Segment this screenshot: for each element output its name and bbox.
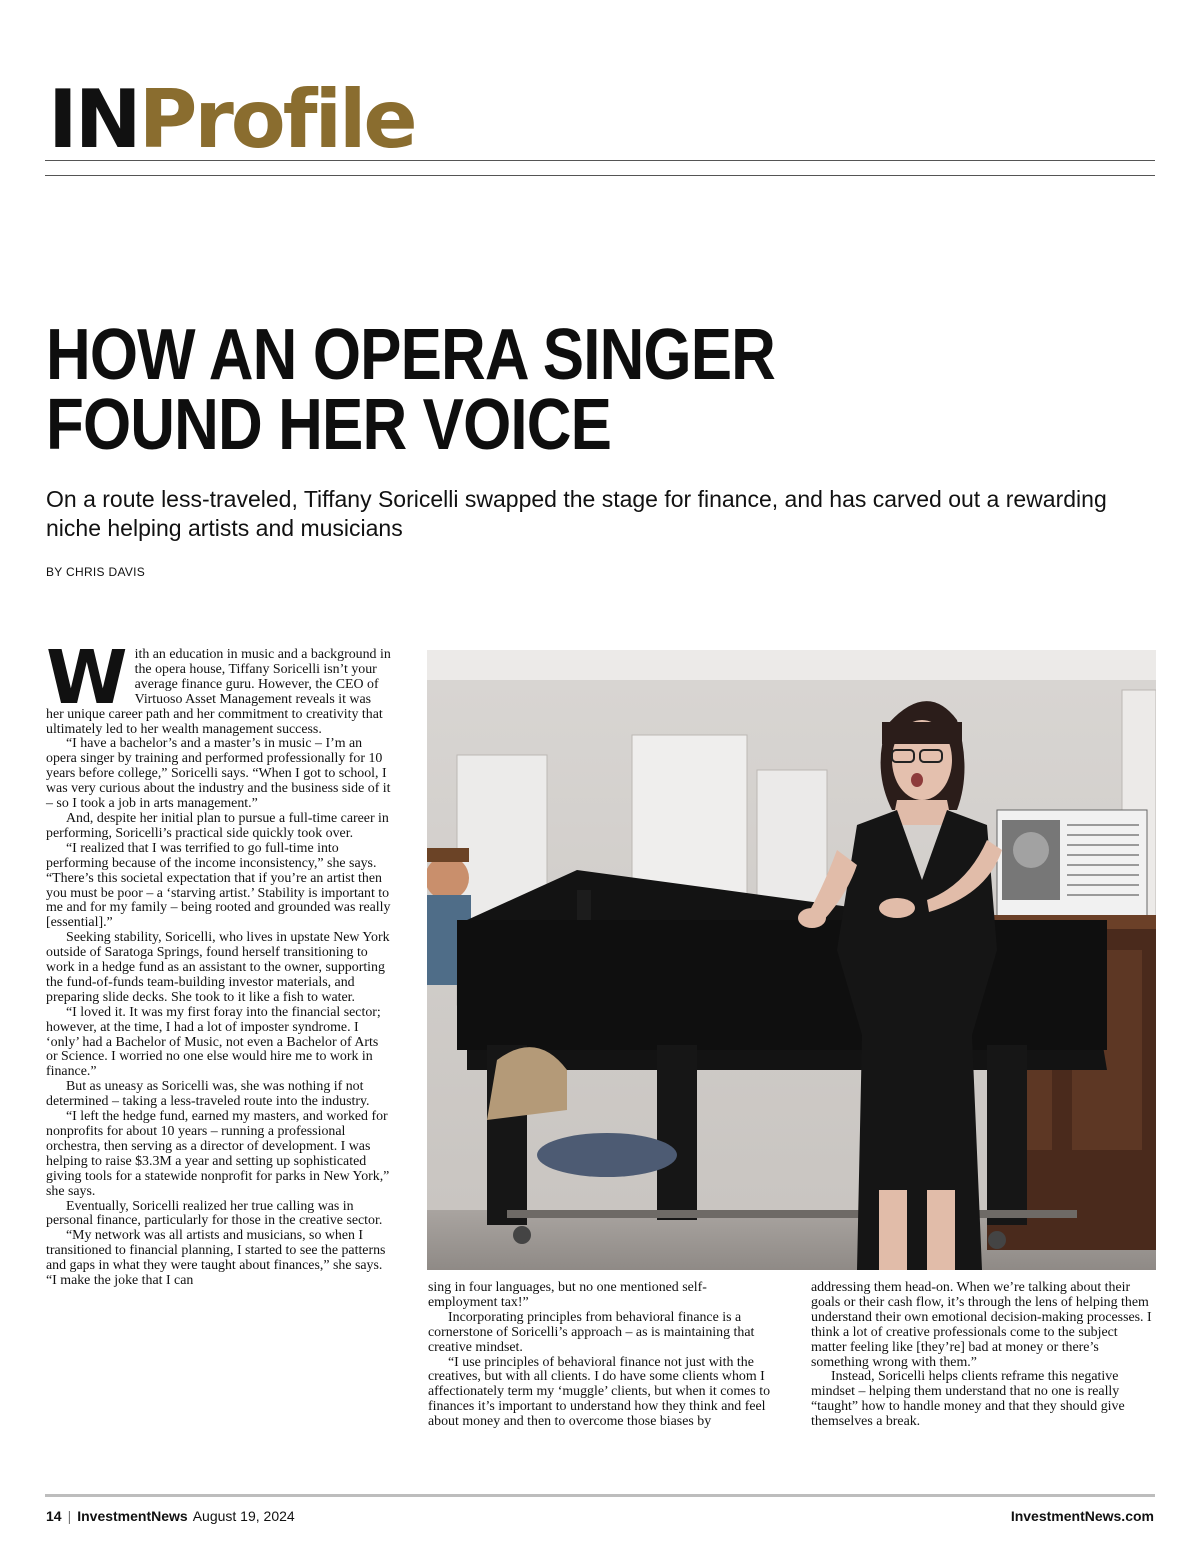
page-number: 14 (46, 1508, 62, 1524)
header-rule-top (45, 160, 1155, 161)
footer-separator: | (67, 1508, 72, 1524)
first-paragraph-text: ith an education in music and a background in the opera house, Tiffany Soricelli isn’t your average finance guru. However, the CEO of Virtuoso Asset Management reveals it was her unique career path and her commitment to creativity that ultimately led to her wealth management success. (46, 647, 391, 737)
paragraph: Seeking stability, Soricelli, who lives in upstate New York outside of Saratoga Springs, found herself transitioning to work in a hedge fund as an assistant to the owner, supporting the fund-of-funds team-building investor materials, and preparing slide decks. She took to it like a fish to water. (46, 930, 390, 1005)
paragraph: addressing them head-on. When we’re talking about their goals or their cash flow, it’s through the lens of helping them understand their own emotional decision-making processes. I think a lot of creative professionals come to the subject matter feeling like [they’re] bad at money or there’s something wrong with them.” (811, 1280, 1152, 1370)
article-column-3 (811, 1281, 1156, 1430)
paragraph: “I realized that I was terrified to go full-time into performing because of the income inconsistency,” she says. “There’s this societal expectation that if you’re an artist then you must be poor – a ‘starving artist.’ Stability is important to me and for my family – being rooted and grounded was really [essential].” (46, 840, 391, 931)
article-headline: HOW AN OPERA SINGER FOUND HER VOICE (46, 315, 776, 465)
paragraph: Incorporating principles from behavioral finance is a cornerstone of Soricelli’s approach – as is maintaining that creative mindset. (428, 1309, 755, 1355)
article-photo (427, 650, 1156, 1270)
paragraph: sing in four languages, but no one mentioned self-employment tax!” (428, 1280, 707, 1310)
article-column-2 (428, 1281, 773, 1430)
paragraph: “I left the hedge fund, earned my masters, and worked for nonprofits for about 10 years – running a professional orchestra, then serving as a director of development. I was helping to raise $3.3M a year and setting up sophisticated giving tools for a statewide nonprofit for parks in New York,” she says. (46, 1109, 390, 1199)
paragraph: “I have a bachelor’s and a master’s in music – I’m an opera singer by training and performed professionally for 10 years before college,” Soricelli says. “When I got to school, I was very curious about the industry and the business side of it – so I took a job in arts management.” (46, 736, 391, 812)
section-label-in: IN (48, 73, 139, 166)
issue-date: August 19, 2024 (192, 1508, 295, 1524)
footer-left (46, 1508, 295, 1524)
page-footer (46, 1508, 1154, 1528)
paragraph: But as uneasy as Soricelli was, she was nothing if not determined – taking a less-traveled route into the industry. (46, 1079, 370, 1110)
article-deck: On a route less-traveled, Tiffany Soricelli swapped the stage for finance, and has carved out a rewarding niche helping artists and musicians (46, 486, 1107, 541)
article-column-1 (46, 635, 391, 1289)
publication-name: InvestmentNews (77, 1508, 188, 1524)
paragraph: “I use principles of behavioral finance not just with the creatives, but with all clients. I do have some clients whom I affectionately term my ‘muggle’ clients, but when it comes to finances it’s important to understand how they think and feel about money and then to overcome those biases by (428, 1354, 771, 1430)
paragraph: Instead, Soricelli helps clients reframe this negative mindset – helping them understand that no one is really “taught” how to handle money and that they should give themselves a break. (811, 1369, 1125, 1430)
paragraph: “My network was all artists and musicians, so when I transitioned to financial planning, I started to see the patterns and gaps in what they were taught about finances,” she says. “I make the joke that I can (46, 1228, 386, 1289)
article-byline: BY CHRIS DAVIS (46, 565, 146, 579)
header-rule-bottom (45, 175, 1155, 176)
section-label-profile: Profile (138, 73, 415, 166)
paragraph: Eventually, Soricelli realized her true calling was in personal finance, particularly for those in the creative sector. (46, 1198, 383, 1229)
footer-rule (45, 1494, 1155, 1497)
paragraph: And, despite her initial plan to pursue a full-time career in performing, Soricelli’s practical side quickly took over. (46, 810, 389, 841)
publication-website: InvestmentNews.com (1010, 1508, 1154, 1524)
first-paragraph (46, 635, 391, 737)
paragraph: “I loved it. It was my first foray into the financial sector; however, at the time, I had a lot of imposter syndrome. I ‘only’ had a Bachelor of Music, not even a Bachelor of Arts or Science. I worried no one else would hire me to work in finance.” (46, 1004, 381, 1080)
section-masthead (48, 73, 415, 166)
drop-cap: W (46, 635, 128, 721)
